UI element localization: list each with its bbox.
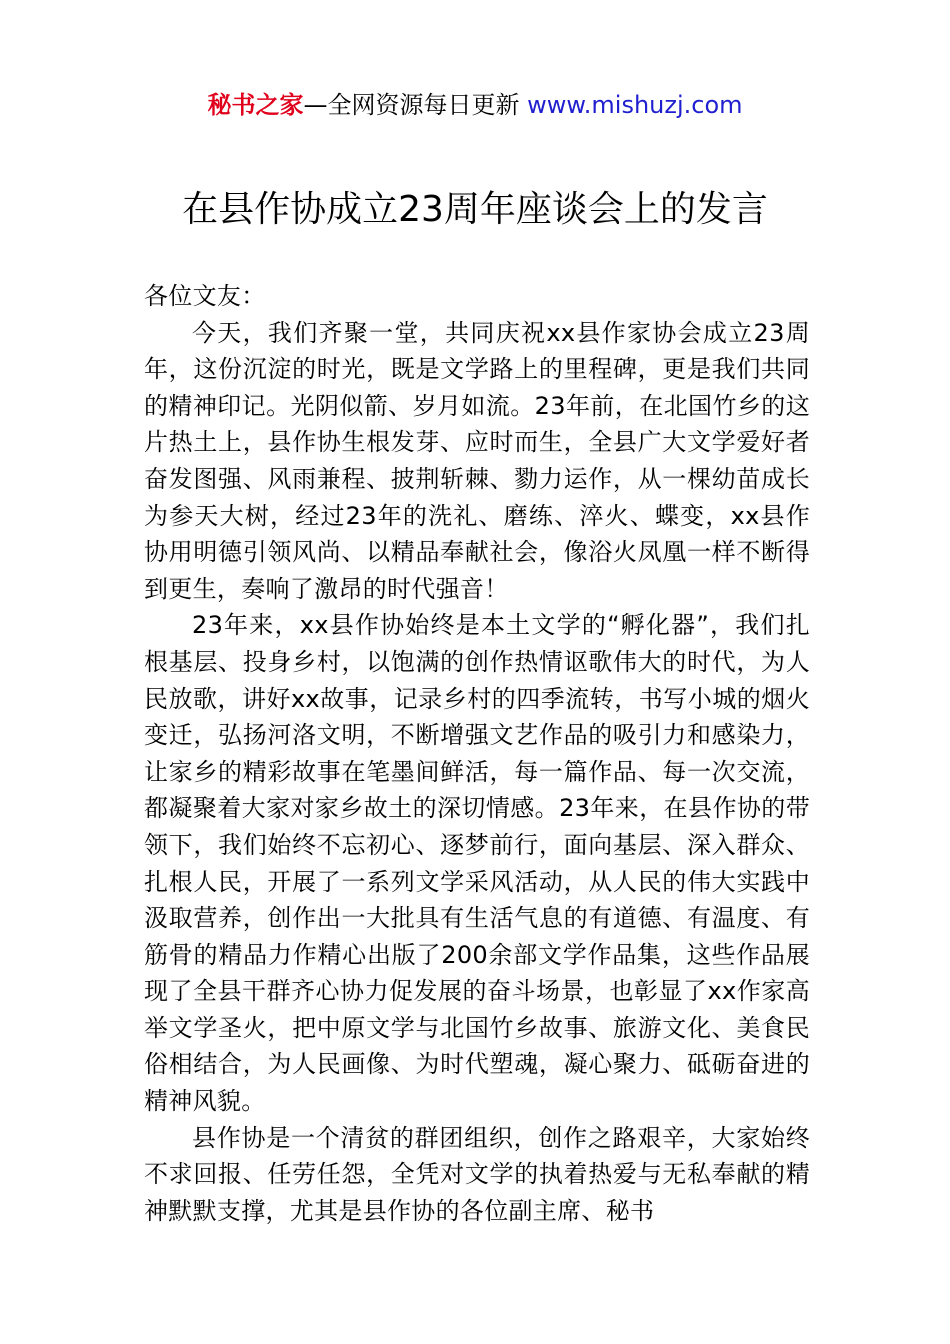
site-brand: 秘书之家	[207, 91, 304, 119]
site-url-link[interactable]: www.mishuzj.com	[527, 91, 743, 119]
paragraph-1: 今天，我们齐聚一堂，共同庆祝xx县作家协会成立23周年，这份沉淀的时光，既是文学路上的里程碑，更是我们共同的精神印记。光阴似箭、岁月如流。23年前，在北国竹乡的这片热土上，县作协生根发芽、应时而生，全县广大文学爱好者奋发图强、风雨兼程、披荆斩棘、勠力运作，从一棵幼苗成长为参天大树，经过23年的洗礼、磨练、淬火、蝶变，xx县作协用明德引领风尚、以精品奉献社会，像浴火凤凰一样不断得到更生，奏响了激昂的时代强音！	[144, 318, 810, 603]
site-header	[0, 88, 950, 122]
salutation: 各位文友：	[144, 282, 266, 310]
document-body	[144, 278, 810, 1229]
paragraph-3: 县作协是一个清贫的群团组织，创作之路艰辛，大家始终不求回报、任劳任怨，全凭对文学的执着热爱与无私奉献的精神默默支撑，尤其是县作协的各位副主席、秘书	[144, 1123, 810, 1225]
document-title: 在县作协成立23周年座谈会上的发言	[182, 189, 768, 230]
paragraph-2: 23年来，xx县作协始终是本土文学的“孵化器”，我们扎根基层、投身乡村，以饱满的创作热情讴歌伟大的时代，为人民放歌，讲好xx故事，记录乡村的四季流转，书写小城的烟火变迁，弘扬河洛文明，不断增强文艺作品的吸引力和感染力，让家乡的精彩故事在笔墨间鲜活，每一篇作品、每一次交流，都凝聚着大家对家乡故土的深切情感。23年来，在县作协的带领下，我们始终不忘初心、逐梦前行，面向基层、深入群众、扎根人民，开展了一系列文学采风活动，从人民的伟大实践中汲取营养，创作出一大批具有生活气息的有道德、有温度、有筋骨的精品力作精心出版了200余部文学作品集，这些作品展现了全县干群齐心协力促发展的奋斗场景，也彰显了xx作家高举文学圣火，把中原文学与北国竹乡故事、旅游文化、美食民俗相结合，为人民画像、为时代塑魂，凝心聚力、砥砺奋进的精神风貌。	[144, 611, 810, 1116]
site-tagline: —全网资源每日更新	[303, 91, 528, 119]
